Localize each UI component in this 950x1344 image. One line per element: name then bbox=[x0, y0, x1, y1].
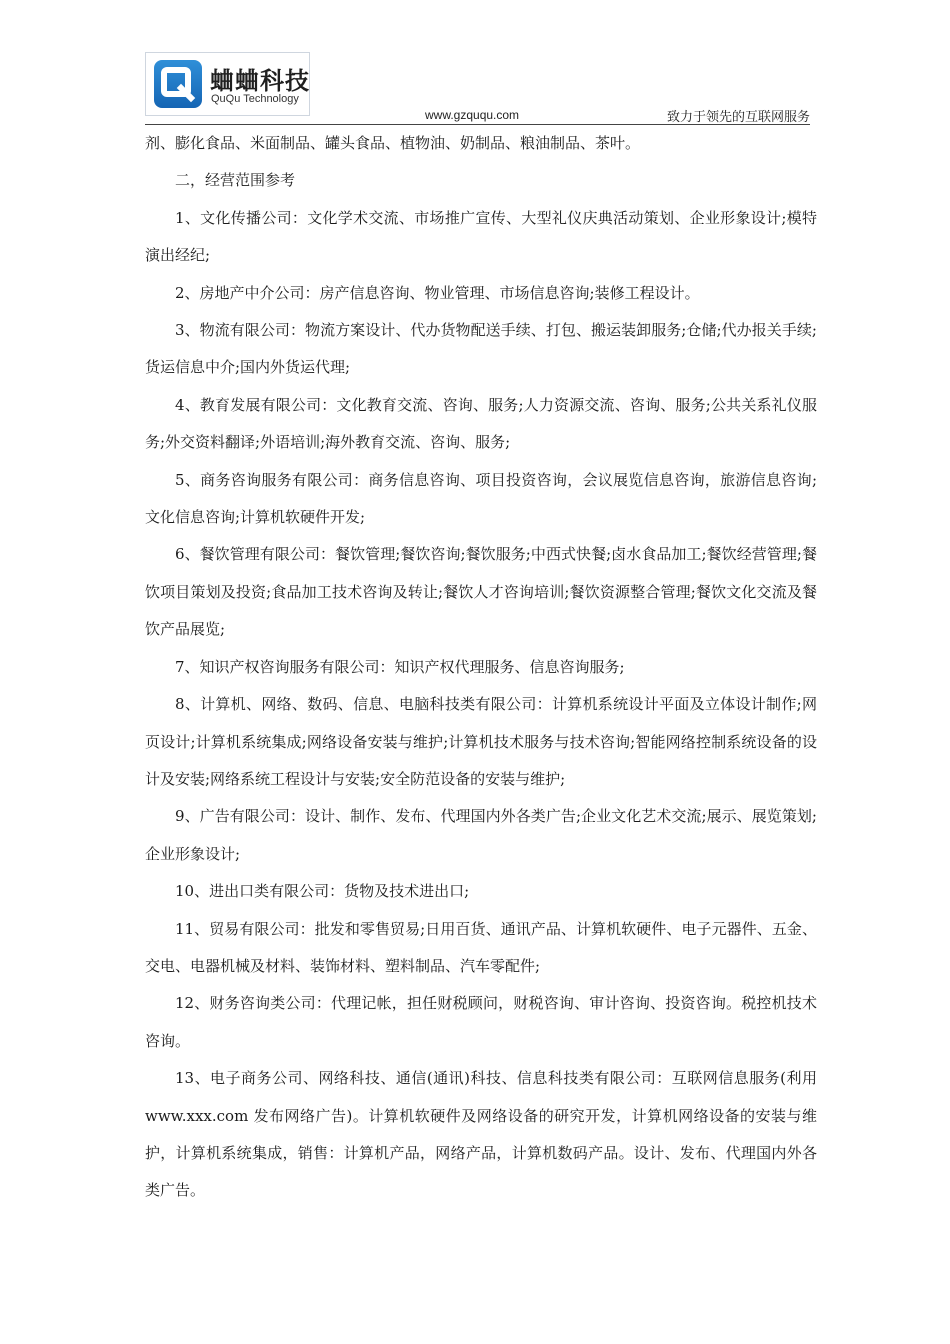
paragraph: 13、电子商务公司、网络科技、通信(通讯)科技、信息科技类有限公司：互联网信息服务(利用 www.xxx.com 发布网络广告)。计算机软硬件及网络设备的研究开发，计算机网络设备的安装与维护，计算机系统集成，销售：计算机产品，网络产品，计算机数码产品。设计、发布、代理国内外各类广告。 bbox=[145, 1069, 817, 1200]
logo-subtitle: QuQu Technology bbox=[211, 93, 299, 105]
paragraph: 4、教育发展有限公司：文化教育交流、咨询、服务;人力资源交流、咨询、服务;公共关系礼仪服务;外交资料翻译;外语培训;海外教育交流、咨询、服务; bbox=[145, 395, 817, 452]
section-heading: 二，经营范围参考 bbox=[175, 171, 296, 190]
paragraph: 7、知识产权咨询服务有限公司：知识产权代理服务、信息咨询服务; bbox=[175, 657, 625, 676]
paragraph: 10、进出口类有限公司：货物及技术进出口; bbox=[175, 882, 470, 901]
logo-name: 蛐蛐科技 bbox=[210, 67, 310, 95]
page-header bbox=[145, 52, 810, 124]
paragraph: 2、房地产中介公司：房产信息咨询、物业管理、市场信息咨询;装修工程设计。 bbox=[175, 283, 700, 302]
paragraph: 3、物流有限公司：物流方案设计、代办货物配送手续、打包、搬运装卸服务;仓储;代办报关手续;货运信息中介;国内外货运代理; bbox=[145, 321, 817, 377]
paragraph: 11、贸易有限公司：批发和零售贸易;日用百货、通讯产品、计算机软硬件、电子元器件、五金、交电、电器机械及材料、装饰材料、塑料制品、汽车零配件; bbox=[145, 919, 817, 975]
paragraph: 1、文化传播公司：文化学术交流、市场推广宣传、大型礼仪庆典活动策划、企业形象设计;模特演出经纪; bbox=[145, 208, 817, 265]
paragraph: 5、商务咨询服务有限公司：商务信息咨询、项目投资咨询，会议展览信息咨询，旅游信息咨询;文化信息咨询;计算机软硬件开发; bbox=[145, 470, 817, 527]
paragraph: 12、财务咨询类公司：代理记帐，担任财税顾问，财税咨询、审计咨询、投资咨询。税控机技术咨询。 bbox=[145, 994, 817, 1050]
paragraph: 6、餐饮管理有限公司：餐饮管理;餐饮咨询;餐饮服务;中西式快餐;卤水食品加工;餐饮经营管理;餐饮项目策划及投资;食品加工技术咨询及转让;餐饮人才咨询培训;餐饮资源整合管理;餐饮文化交流及餐饮产品展览; bbox=[145, 545, 817, 639]
company-logo bbox=[145, 52, 310, 116]
q-logo-icon bbox=[154, 60, 202, 108]
header-slogan: 致力于领先的互联网服务 bbox=[666, 110, 810, 125]
header-url: www.gzququ.com bbox=[425, 108, 520, 122]
document-body bbox=[145, 125, 817, 1210]
paragraph: 9、广告有限公司：设计、制作、发布、代理国内外各类广告;企业文化艺术交流;展示、展览策划;企业形象设计; bbox=[145, 807, 817, 863]
paragraph: 8、计算机、网络、数码、信息、电脑科技类有限公司：计算机系统设计平面及立体设计制作;网页设计;计算机系统集成;网络设备安装与维护;计算机技术服务与技术咨询;智能网络控制系统设备的设计及安装;网络系统工程设计与安装;安全防范设备的安装与维护; bbox=[145, 695, 817, 788]
paragraph-continued: 剂、膨化食品、米面制品、罐头食品、植物油、奶制品、粮油制品、茶叶。 bbox=[145, 134, 641, 152]
